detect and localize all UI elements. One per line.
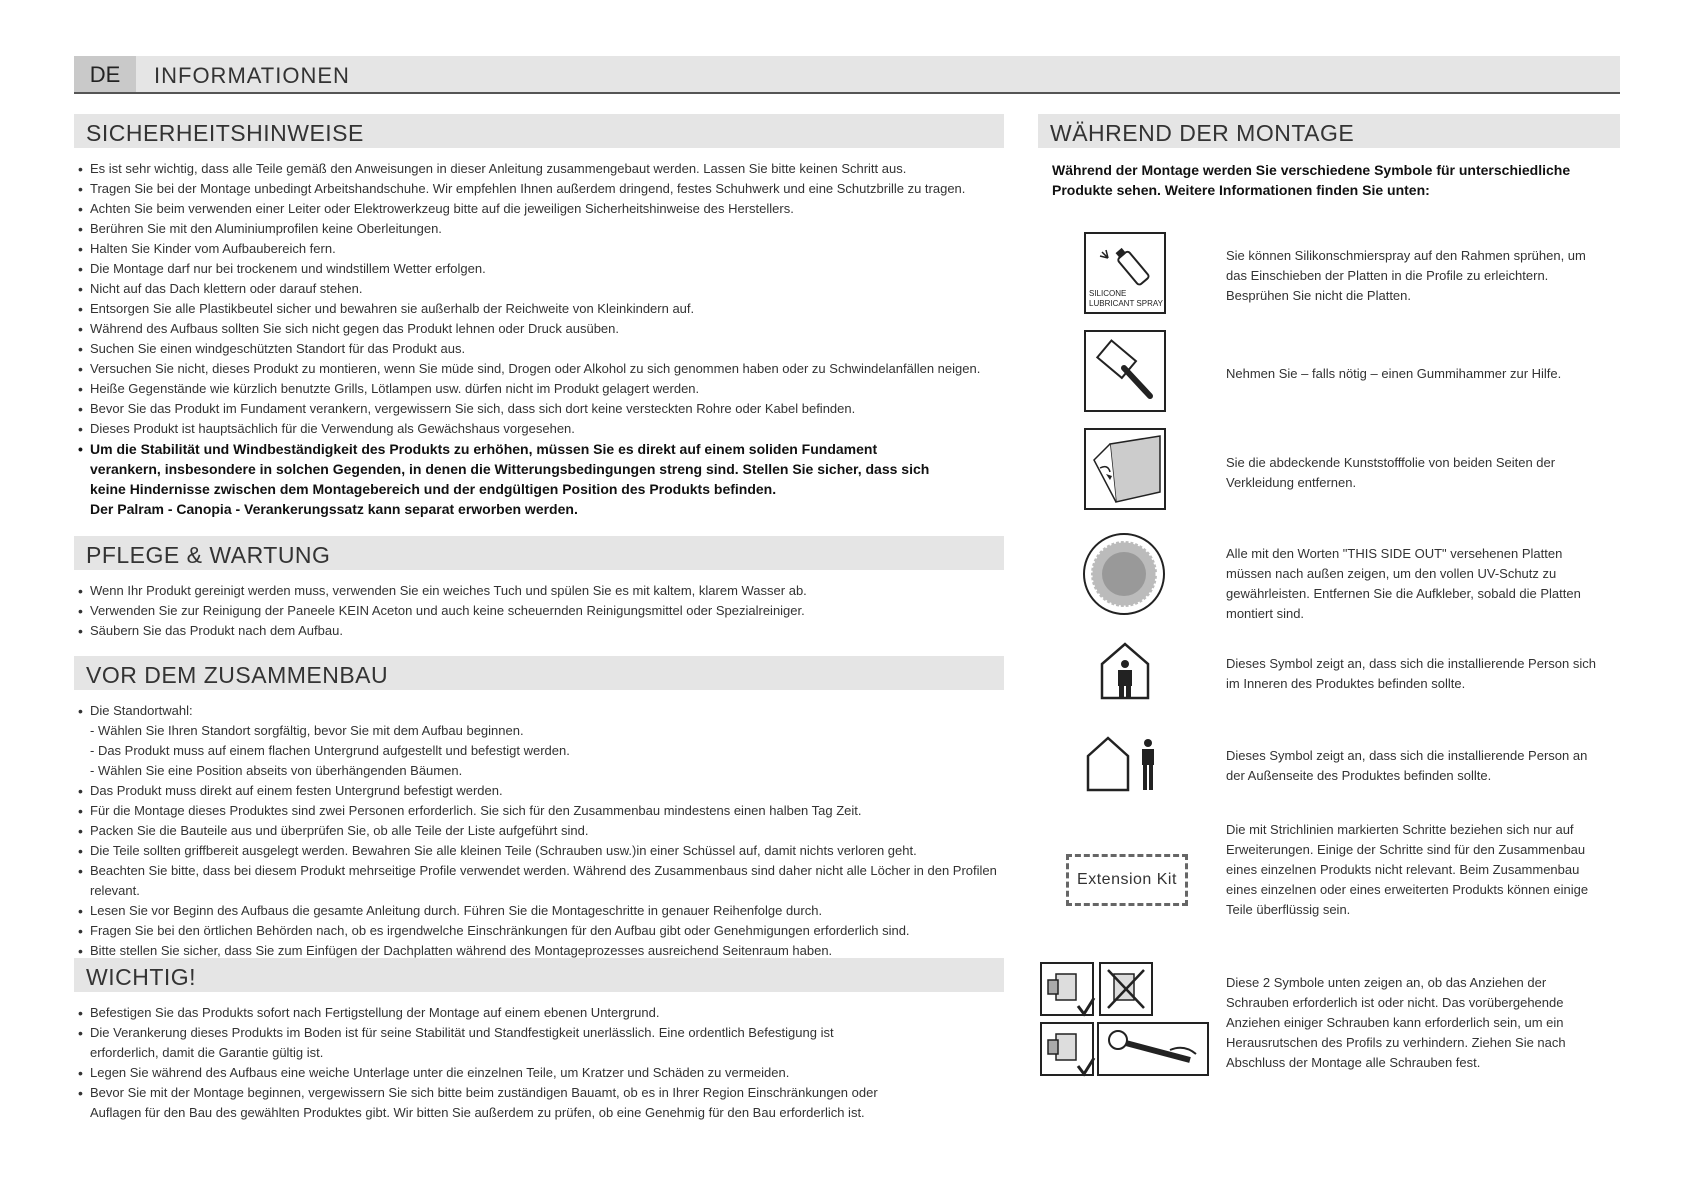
- symbol-description: Die mit Strichlinien markierten Schritte beziehen sich nur auf Erweiterungen. Einige der Schritte sind für den Zusammenbau eines einzelnen Produkts nicht relevant. Beim Zusammenbau eines einzelnen oder eines erweiterten Produkts können einige Teile überflüssig sein.: [1226, 822, 1589, 917]
- person-outside-icon: [1086, 734, 1162, 792]
- list-item: • Das Produkt muss direkt auf einem festen Untergrund befestigt werden.: [76, 781, 1016, 801]
- uv-protection-icon: [1082, 532, 1166, 616]
- rubber-hammer-icon: [1084, 330, 1166, 412]
- list-item: • Bevor Sie das Produkt im Fundament verankern, vergewissern Sie sich, dass sich dort keine versteckten Rohre oder Kabel befinden.: [76, 399, 1016, 419]
- list-item: • Heiße Gegenstände wie kürzlich benutzte Grills, Lötlampen usw. dürfen nicht im Produkt gelagert werden.: [76, 379, 1016, 399]
- symbol-description: Diese 2 Symbole unten zeigen an, ob das Anziehen der Schrauben erforderlich ist oder nicht. Das vorübergehende Anziehen einiger Schrauben kann erforderlich sein, um ein Herausrutschen des Profils zu verhindern. Ziehen Sie nach Abschluss der Montage alle Schrauben fest.: [1226, 975, 1566, 1070]
- during-assembly-heading: WÄHREND DER MONTAGE: [1038, 114, 1620, 148]
- list-item: • Entsorgen Sie alle Plastikbeutel sicher und bewahren sie außerhalb der Reichweite von Kleinkindern auf.: [76, 299, 1016, 319]
- before-assembly-list: [76, 701, 1016, 961]
- list-item: • Für die Montage dieses Produktes sind zwei Personen erforderlich. Sie sich für den Zusammenbau mindestens einen halben Tag Zeit.: [76, 801, 1016, 821]
- spray-label-1: SILICONE: [1089, 289, 1127, 298]
- list-item: • Berühren Sie mit den Aluminiumprofilen keine Oberleitungen.: [76, 219, 1016, 239]
- care-heading: PFLEGE & WARTUNG: [74, 536, 1004, 570]
- list-item: • Die Montage darf nur bei trockenem und windstillem Wetter erfolgen.: [76, 259, 1016, 279]
- list-item: • Packen Sie die Bauteile aus und überprüfen Sie, ob alle Teile der Liste aufgeführt sind.: [76, 821, 1016, 841]
- wrench-bolt-icons: [1040, 1022, 1210, 1080]
- bolt-tightening-icons: [1040, 962, 1154, 1020]
- symbol-description: Nehmen Sie – falls nötig – einen Gummihammer zur Hilfe.: [1226, 366, 1562, 381]
- list-item: • Während des Aufbaus sollten Sie sich nicht gegen das Produkt lehnen oder Druck ausüben.: [76, 319, 1016, 339]
- list-item: • Die Verankerung dieses Produkts im Boden ist für seine Stabilität und Standfestigkeit unerlässlich. Eine ordentlich Befestigung ist erforderlich, damit die Garantie gültig ist.: [76, 1023, 896, 1063]
- list-item: • Halten Sie Kinder vom Aufbaubereich fern.: [76, 239, 1016, 259]
- list-item: • Lesen Sie vor Beginn des Aufbaus die gesamte Anleitung durch. Führen Sie die Montageschritte in genauer Reihenfolge durch.: [76, 901, 1016, 921]
- language-code: DE: [74, 56, 136, 92]
- list-item: • Achten Sie beim verwenden einer Leiter oder Elektrowerkzeug bitte auf die jeweiligen Sicherheitshinweise des Herstellers.: [76, 199, 1016, 219]
- list-item: • Wenn Ihr Produkt gereinigt werden muss, verwenden Sie ein weiches Tuch und spülen Sie es mit kaltem, klarem Wasser ab.: [76, 581, 1016, 601]
- list-item: • Tragen Sie bei der Montage unbedingt Arbeitshandschuhe. Wir empfehlen Ihnen außerdem dringend, festes Schuhwerk und eine Schutzbrille zu tragen.: [76, 179, 1016, 199]
- page-title: INFORMATIONEN: [154, 63, 350, 88]
- list-item: • Bitte stellen Sie sicher, dass Sie zum Einfügen der Dachplatten während des Montageprozesses ausreichend Seitenraum haben.: [76, 941, 1016, 961]
- symbol-description: Sie können Silikonschmierspray auf den Rahmen sprühen, um das Einschieben der Platten in die Profile zu erleichtern. Besprühen Sie nicht die Platten.: [1226, 248, 1586, 303]
- silicone-spray-icon: [1084, 232, 1166, 314]
- peel-film-icon: [1084, 428, 1166, 510]
- list-item: • Befestigen Sie das Produkts sofort nach Fertigstellung der Montage auf einem ebenen Untergrund.: [76, 1003, 896, 1023]
- care-list: [76, 581, 1016, 641]
- list-item: • Säubern Sie das Produkt nach dem Aufbau.: [76, 621, 1016, 641]
- list-item: • Beachten Sie bitte, dass bei diesem Produkt mehrseitige Profile verwendet werden. Während des Zusammenbaus sind daher nicht alle Löcher in den Profilen relevant.: [76, 861, 1016, 901]
- during-assembly-intro: Während der Montage werden Sie verschiedene Symbole für unterschiedliche Produkte sehen. Weitere Informationen finden Sie unten:: [1052, 162, 1571, 198]
- list-item: • Es ist sehr wichtig, dass alle Teile gemäß den Anweisungen in dieser Anleitung zusammengebaut werden. Lassen Sie bitte keinen Schritt aus.: [76, 159, 1016, 179]
- symbol-description: Dieses Symbol zeigt an, dass sich die installierende Person sich im Inneren des Produktes befinden sollte.: [1226, 656, 1596, 691]
- safety-heading: SICHERHEITSHINWEISE: [74, 114, 1004, 148]
- symbol-description: Alle mit den Worten "THIS SIDE OUT" versehenen Platten müssen nach außen zeigen, um den vollen UV-Schutz zu gewährleisten. Entfernen Sie die Aufkleber, sobald die Platten montiert sind.: [1226, 546, 1581, 621]
- spray-label-2: LUBRICANT SPRAY: [1089, 299, 1163, 308]
- before-assembly-heading: VOR DEM ZUSAMMENBAU: [74, 656, 1004, 690]
- list-item: • Fragen Sie bei den örtlichen Behörden nach, ob es irgendwelche Einschränkungen für den Aufbau gibt oder Genehmigungen erforderlich sind.: [76, 921, 1016, 941]
- list-item: • Versuchen Sie nicht, dieses Produkt zu montieren, wenn Sie müde sind, Drogen oder Alkohol zu sich genommen haben oder zu Schwindelanfällen neigen.: [76, 359, 1016, 379]
- list-item: • Dieses Produkt ist hauptsächlich für die Verwendung als Gewächshaus vorgesehen.: [76, 419, 1016, 439]
- list-item: • Verwenden Sie zur Reinigung der Paneele KEIN Aceton und auch keine scheuernden Reinigungsmittel oder Spezialreiniger.: [76, 601, 1016, 621]
- list-item: • Legen Sie während des Aufbaus eine weiche Unterlage unter die einzelnen Teile, um Kratzer und Schäden zu vermeiden.: [76, 1063, 896, 1083]
- symbol-description: Sie die abdeckende Kunststofffolie von beiden Seiten der Verkleidung entfernen.: [1226, 455, 1556, 490]
- list-subitem: - Wählen Sie eine Position abseits von überhängenden Bäumen.: [90, 763, 463, 778]
- symbol-description: Dieses Symbol zeigt an, dass sich die installierende Person an der Außenseite des Produktes befinden sollte.: [1226, 748, 1588, 783]
- important-heading: WICHTIG!: [74, 958, 1004, 992]
- list-subitem: - Das Produkt muss auf einem flachen Untergrund aufgestellt und befestigt werden.: [90, 743, 570, 758]
- anchoring-note: • Um die Stabilität und Windbeständigkeit des Produkts zu erhöhen, müssen Sie es direkt auf einem soliden Fundament verankern, insbesondere in solchen Gegenden, in denen die Witterungsbedingungen streng sind. Stellen Sie sicher, dass sich keine Hindernisse zwischen dem Montagebereich und der endgültigen Position des Produkts befinden.: [76, 439, 940, 499]
- page-header: [74, 56, 1620, 94]
- list-item: • Die Teile sollten griffbereit ausgelegt werden. Bewahren Sie alle kleinen Teile (Schrauben usw.)in einer Schüssel auf, damit nichts verloren geht.: [76, 841, 1016, 861]
- list-item: • Suchen Sie einen windgeschützten Standort für das Produkt aus.: [76, 339, 1016, 359]
- list-item: • Bevor Sie mit der Montage beginnen, vergewissern Sie sich bitte beim zuständigen Bauamt, ob es in Ihrer Region Einschränkungen oder Auflagen für den Bau des gewählten Produktes gibt. Wir bitten Sie außerdem zu prüfen, ob eine Genehmig für den Bau erforderlich ist.: [76, 1083, 896, 1123]
- safety-list: [76, 159, 1016, 519]
- list-subitem: - Wählen Sie Ihren Standort sorgfältig, bevor Sie mit dem Aufbau beginnen.: [90, 723, 524, 738]
- person-inside-icon: [1098, 640, 1152, 700]
- list-item: • Die Standortwahl:: [76, 701, 1016, 721]
- anchoring-kit-note: Der Palram - Canopia - Verankerungssatz kann separat erworben werden.: [90, 501, 578, 517]
- extension-kit-icon: Extension Kit: [1066, 854, 1188, 906]
- list-item: • Nicht auf das Dach klettern oder darauf stehen.: [76, 279, 1016, 299]
- important-list: [76, 1003, 896, 1123]
